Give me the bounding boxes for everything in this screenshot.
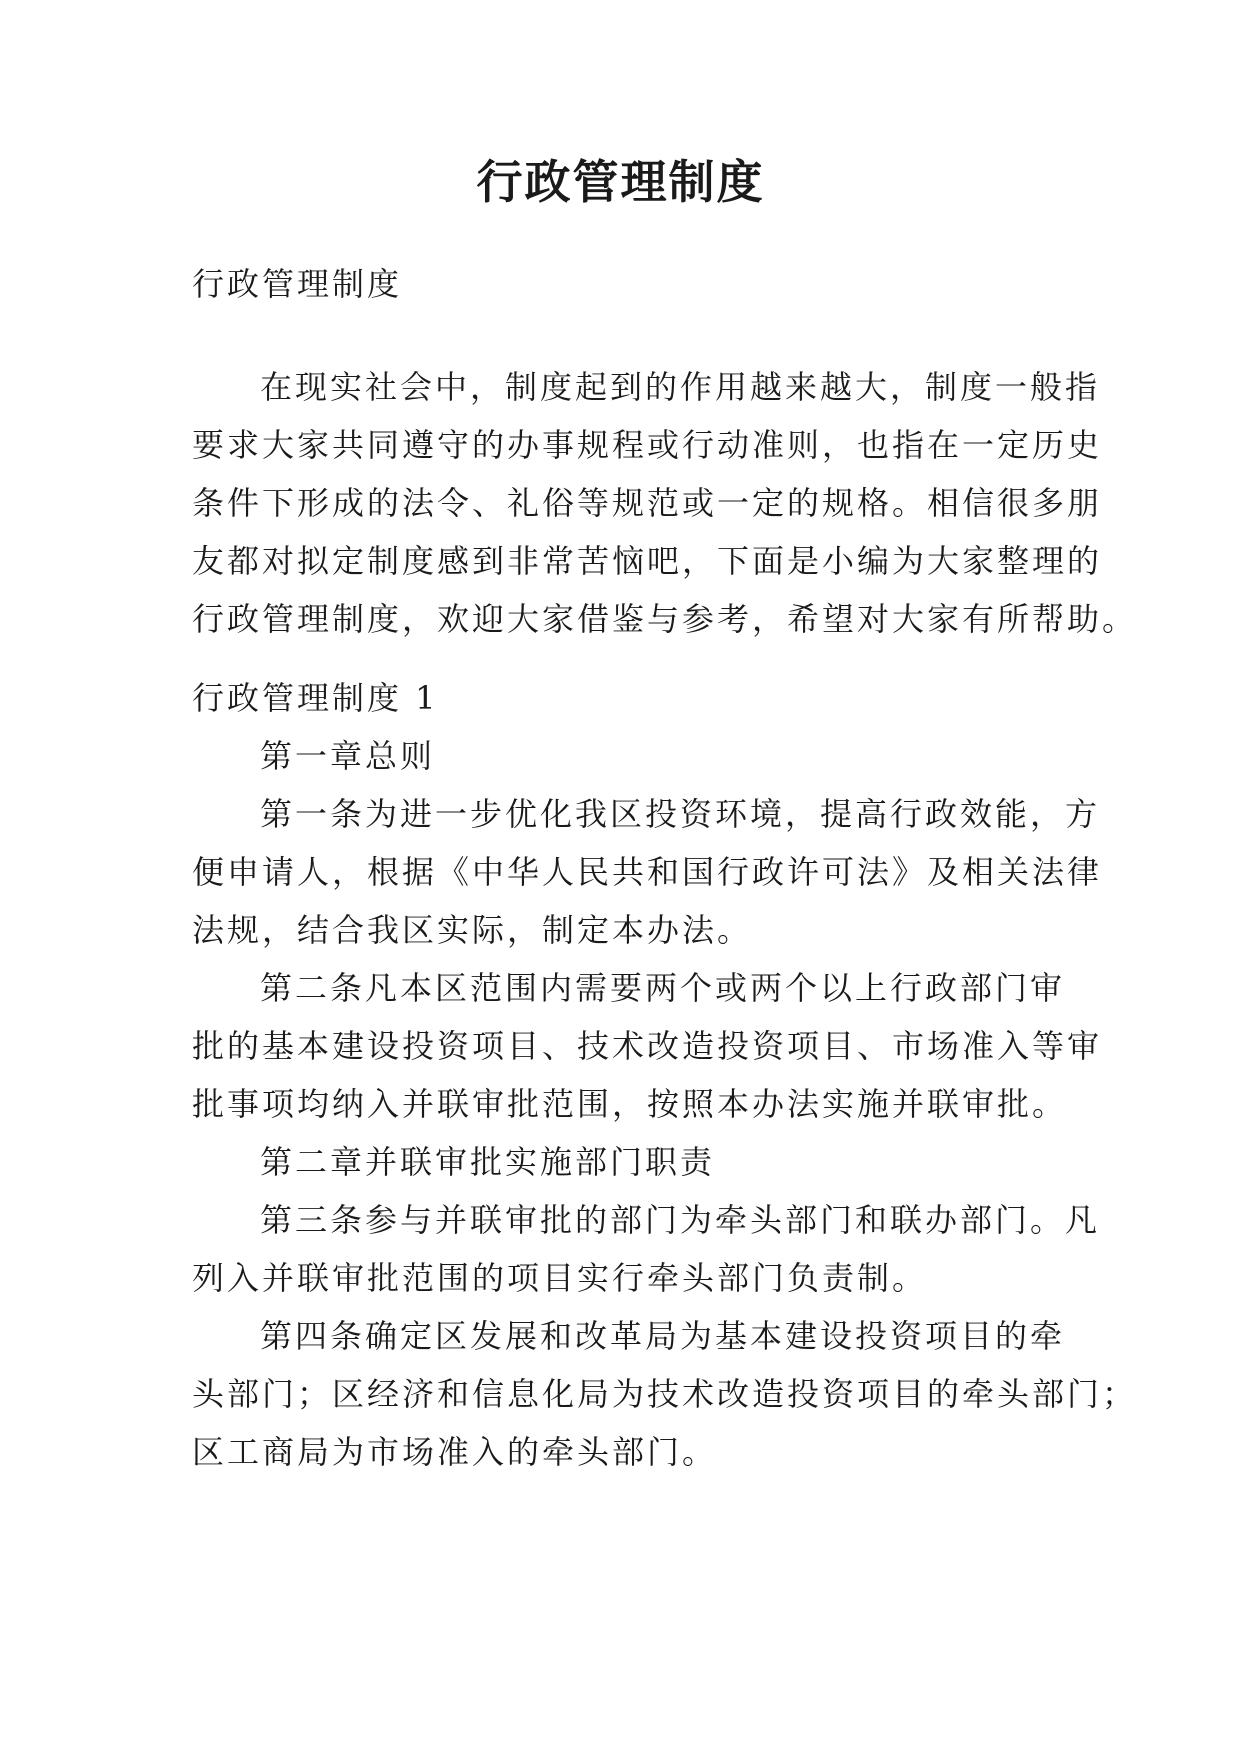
section-body [192,727,1138,1481]
document-subtitle [192,255,1052,313]
subtitle-line: 行政管理制度 [192,265,403,303]
intro-line: 条件下形成的法令、礼俗等规范或一定的规格。相信很多朋 [192,484,1103,522]
article-line: 区工商局为市场准入的牵头部门。 [192,1433,718,1471]
chapter-heading: 第二章并联审批实施部门职责 [260,1143,716,1181]
document-title: 行政管理制度 [476,155,765,209]
article-line: 第一条为进一步优化我区投资环境，提高行政效能，方 [260,795,1101,833]
article-line: 头部门；区经济和信息化局为技术改造投资项目的牵头部门； [192,1375,1138,1413]
article-line: 第三条参与并联审批的部门为牵头部门和联办部门。凡 [260,1201,1101,1239]
intro-paragraph [192,358,1138,648]
section-heading-line: 行政管理制度 1 [192,679,439,717]
article-line: 批事项均纳入并联审批范围，按照本办法实施并联审批。 [192,1085,1068,1123]
article-line: 第二条凡本区范围内需要两个或两个以上行政部门审 [260,969,1066,1007]
section-heading [192,669,1052,727]
intro-line: 要求大家共同遵守的办事规程或行动准则，也指在一定历史 [192,426,1103,464]
article-line: 列入并联审批范围的项目实行牵头部门负责制。 [192,1259,928,1297]
article-line: 法规，结合我区实际，制定本办法。 [192,911,753,949]
article-line: 第四条确定区发展和改革局为基本建设投资项目的牵 [260,1317,1066,1355]
article-line: 便申请人，根据《中华人民共和国行政许可法》及相关法律 [192,853,1103,891]
intro-line: 行政管理制度，欢迎大家借鉴与参考，希望对大家有所帮助。 [192,600,1138,638]
intro-line: 友都对拟定制度感到非常苦恼吧，下面是小编为大家整理的 [192,542,1103,580]
intro-line: 在现实社会中，制度起到的作用越来越大，制度一般指 [260,368,1101,406]
article-line: 批的基本建设投资项目、技术改造投资项目、市场准入等审 [192,1027,1103,1065]
chapter-heading: 第一章总则 [260,737,436,775]
